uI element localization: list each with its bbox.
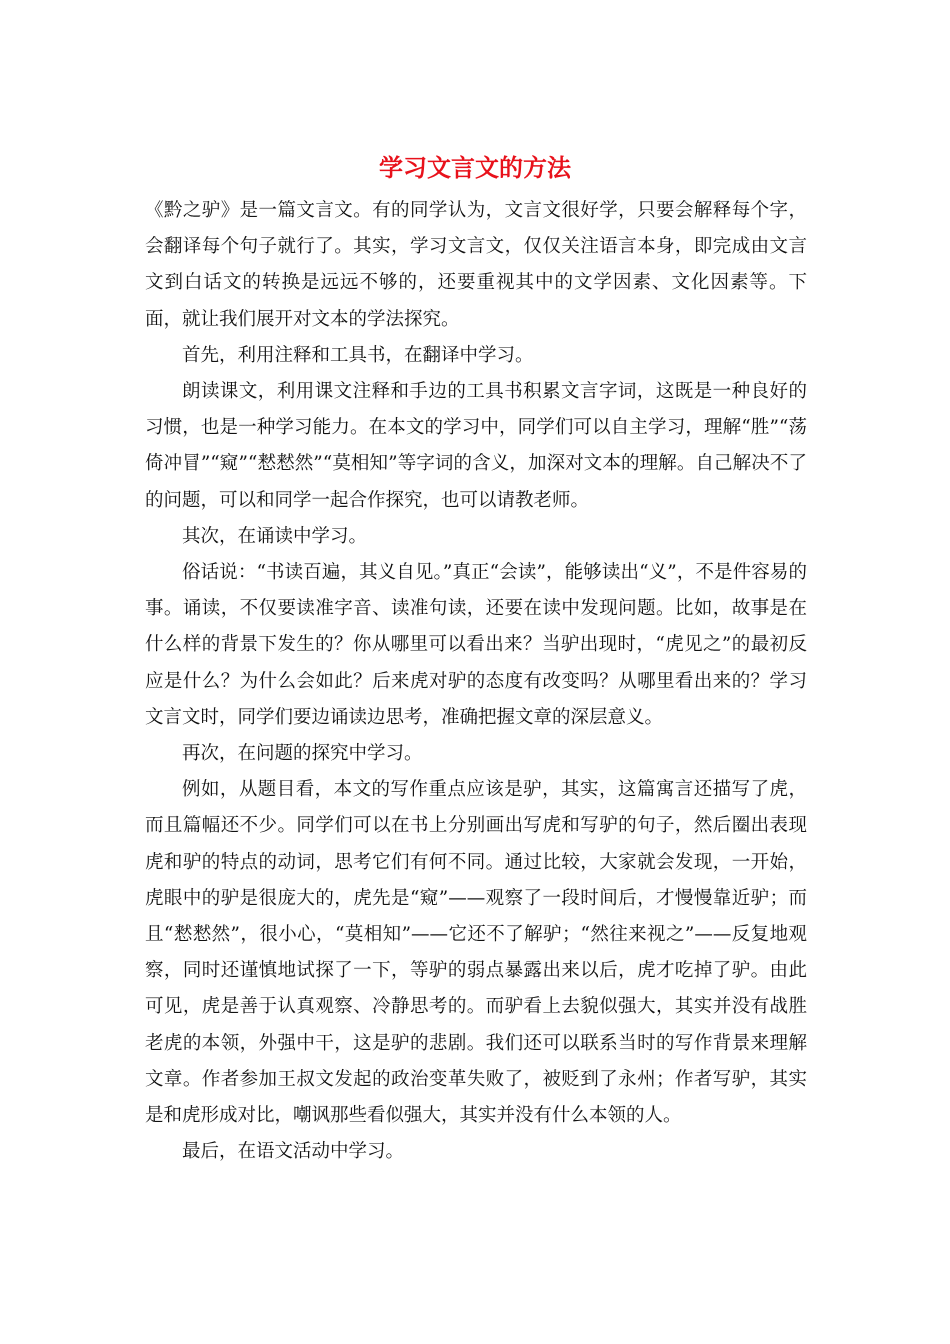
paragraph-inquiry-example: 例如，从题目看，本文的写作重点应该是驴，其实，这篇寓言还描写了虎，而且篇幅还不少。同学们可以在书上分别画出写虎和写驴的句子，然后圈出表现虎和驴的特点的动词，思考它们有何不同。通过比较，大家就会发现，一开始，虎眼中的驴是很庞大的，虎先是“窥”——观察了一段时间后，才慢慢靠近驴；而且“慭慭然”，很小心，“莫相知”——它还不了解驴；“然往来视之”——反复地观察，同时还谨慎地试探了一下，等驴的弱点暴露出来以后，虎才吃掉了驴。由此可见，虎是善于认真观察、冷静思考的。而驴看上去貌似强大，其实并没有战胜老虎的本领，外强中干，这是驴的悲剧。我们还可以联系当时的写作背景来理解文章。作者参加王叔文发起的政治变革失败了，被贬到了永州；作者写驴，其实是和虎形成对比，嘲讽那些看似强大，其实并没有什么本领的人。 (145, 779, 807, 1127)
document-body (145, 193, 807, 1170)
document-title: 学习文言文的方法 (379, 153, 571, 182)
paragraph-heading-third: 再次，在问题的探究中学习。 (182, 743, 423, 765)
paragraph-heading-first: 首先，利用注释和工具书，在翻译中学习。 (182, 344, 534, 366)
paragraph-heading-second: 其次，在诵读中学习。 (182, 525, 368, 547)
paragraph-intro: 《黔之驴》是一篇文言文。有的同学认为，文言文很好学，只要会解释每个字，会翻译每个句子就行了。其实，学习文言文，仅仅关注语言本身，即完成由文言文到白话文的转换是远远不够的，还要重视其中的文学因素、文化因素等。下面，就让我们展开对文本的学法探究。 (145, 200, 807, 330)
paragraph-reading-notes: 朗读课文，利用课文注释和手边的工具书积累文言字词，这既是一种良好的习惯，也是一种学习能力。在本文的学习中，同学们可以自主学习，理解“胜”“荡倚冲冒”“窥”“慭慭然”“莫相知”等字词的含义，加深对文本的理解。自己解决不了的问题，可以和同学一起合作探究，也可以请教老师。 (145, 381, 807, 511)
paragraph-recitation: 俗话说：“书读百遍，其义自见。”真正“会读”，能够读出“义”，不是件容易的事。诵读，不仅要读准字音、读准句读，还要在读中发现问题。比如，故事是在什么样的背景下发生的？你从哪里可以看出来？当驴出现时，“虎见之”的最初反应是什么？为什么会如此？后来虎对驴的态度有改变吗？从哪里看出来的？学习文言文时，同学们要边诵读边思考，准确把握文章的深层意义。 (145, 562, 807, 728)
paragraph-heading-last: 最后，在语文活动中学习。 (182, 1141, 405, 1163)
